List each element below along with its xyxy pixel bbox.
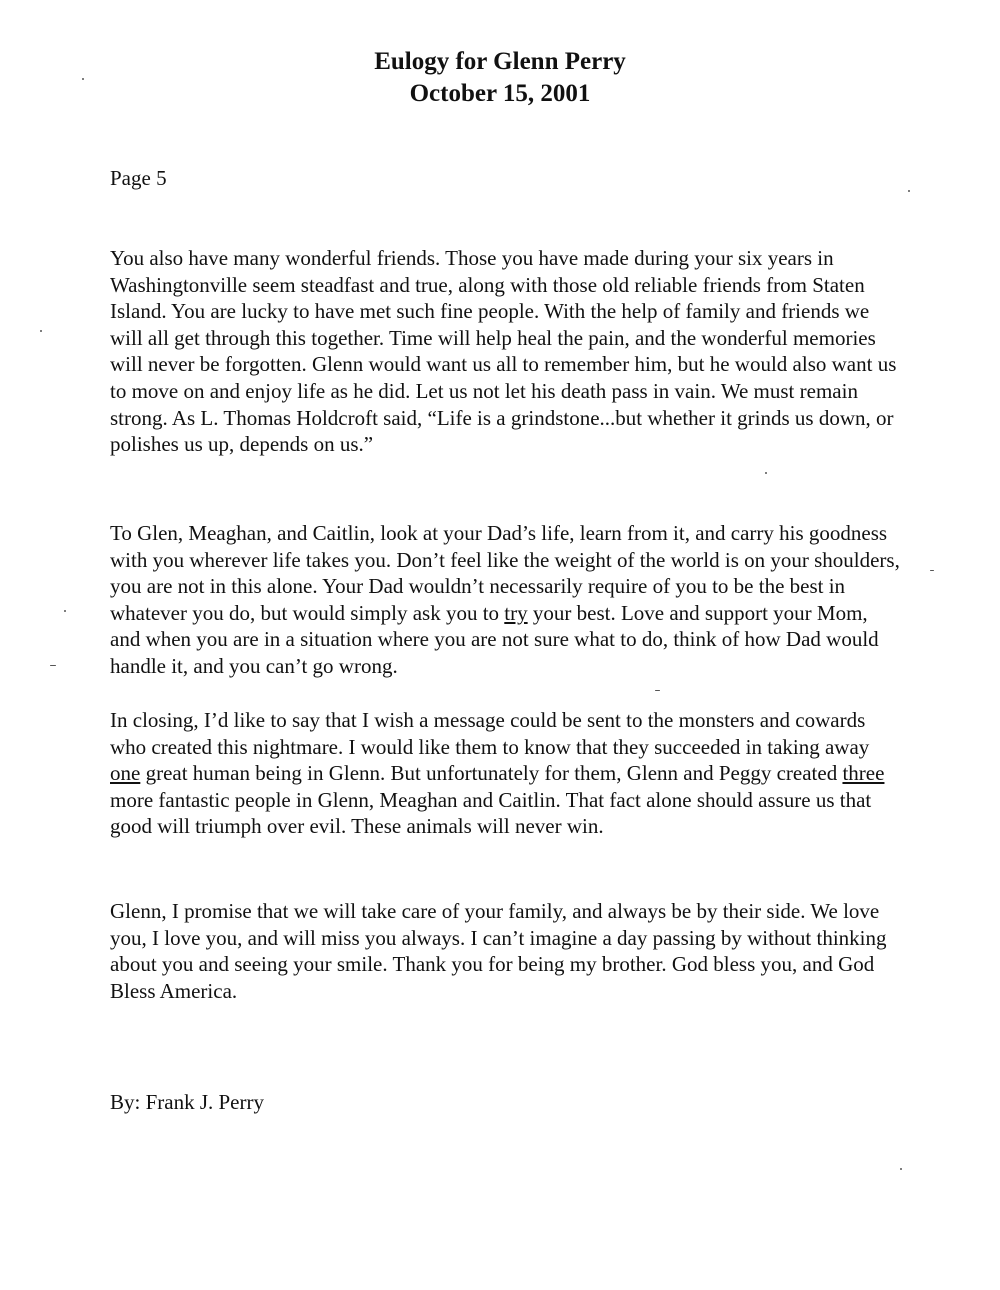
scan-speck: [655, 690, 660, 691]
underlined-word-three: three: [842, 761, 885, 786]
scan-speck: [765, 472, 767, 474]
paragraph-children-text-1: To Glen, Meaghan, and Caitlin, look at your Dad’s life, learn from it, and carry his goodness with you wherever life takes you. Don’t feel like the weight of the world is on your shoulders, you are not in this alone. Your Dad wouldn’t necessarily require of you to be the best in whatever you do, but would simply ask you to: [110, 521, 900, 625]
paragraph-closing-text-1: In closing, I’d like to say that I wish a message could be sent to the monsters and cowards who created this nightmare. I would like them to know that they succeeded in taking away: [110, 708, 870, 759]
scan-speck: [82, 78, 84, 80]
signature-line: By: Frank J. Perry: [110, 1090, 264, 1114]
paragraph-closing: [110, 707, 900, 840]
scan-speck: [40, 330, 42, 332]
paragraph-closing-text-2: great human being in Glenn. But unfortunately for them, Glenn and Peggy created: [140, 761, 843, 786]
scan-speck: [64, 610, 66, 612]
paragraph-promise: Glenn, I promise that we will take care of your family, and always be by their side. We love you, I love you, and will miss you always. I can’t imagine a day passing by without thinking about you and seeing your smile. Thank you for being my brother. God bless you, and God Bless America.: [110, 899, 887, 1003]
paragraph-children: [110, 520, 900, 680]
underlined-word-one: one: [110, 761, 141, 786]
scan-speck: [50, 665, 56, 666]
document-header: [0, 46, 1000, 110]
paragraph-friends: You also have many wonderful friends. Those you have made during your six years in Washingtonville seem steadfast and true, along with those old reliable friends from Staten Island. You are lucky to have met such fine people. With the help of family and friends we will all get through this together. Time will help heal the pain, and the wonderful memories will never be forgotten. Glenn would want us all to remember him, but he would also want us to move on and enjoy life as he did. Let us not let his death pass in vain. We must remain strong. As L. Thomas Holdcroft said, “Life is a grindstone...but whether it grinds us down, or polishes us up, depends on us.”: [110, 246, 897, 457]
scan-speck: [908, 190, 910, 192]
document-title: Eulogy for Glenn Perry: [374, 48, 626, 75]
paragraph-closing-text-3: more fantastic people in Glenn, Meaghan and Caitlin. That fact alone should assure us that good will triumph over evil. These animals will never win.: [110, 787, 872, 839]
underlined-word-try: try: [504, 600, 528, 625]
document-date: October 15, 2001: [409, 80, 591, 107]
paragraph-children-text-2: your best. Love and support your Mom, and when you are in a situation where you are not sure what to do, think of how Dad would handle it, and you can’t go wrong.: [110, 600, 879, 678]
scan-speck: [900, 1168, 902, 1170]
page-number: Page 5: [110, 166, 167, 190]
scan-speck: [930, 570, 934, 571]
